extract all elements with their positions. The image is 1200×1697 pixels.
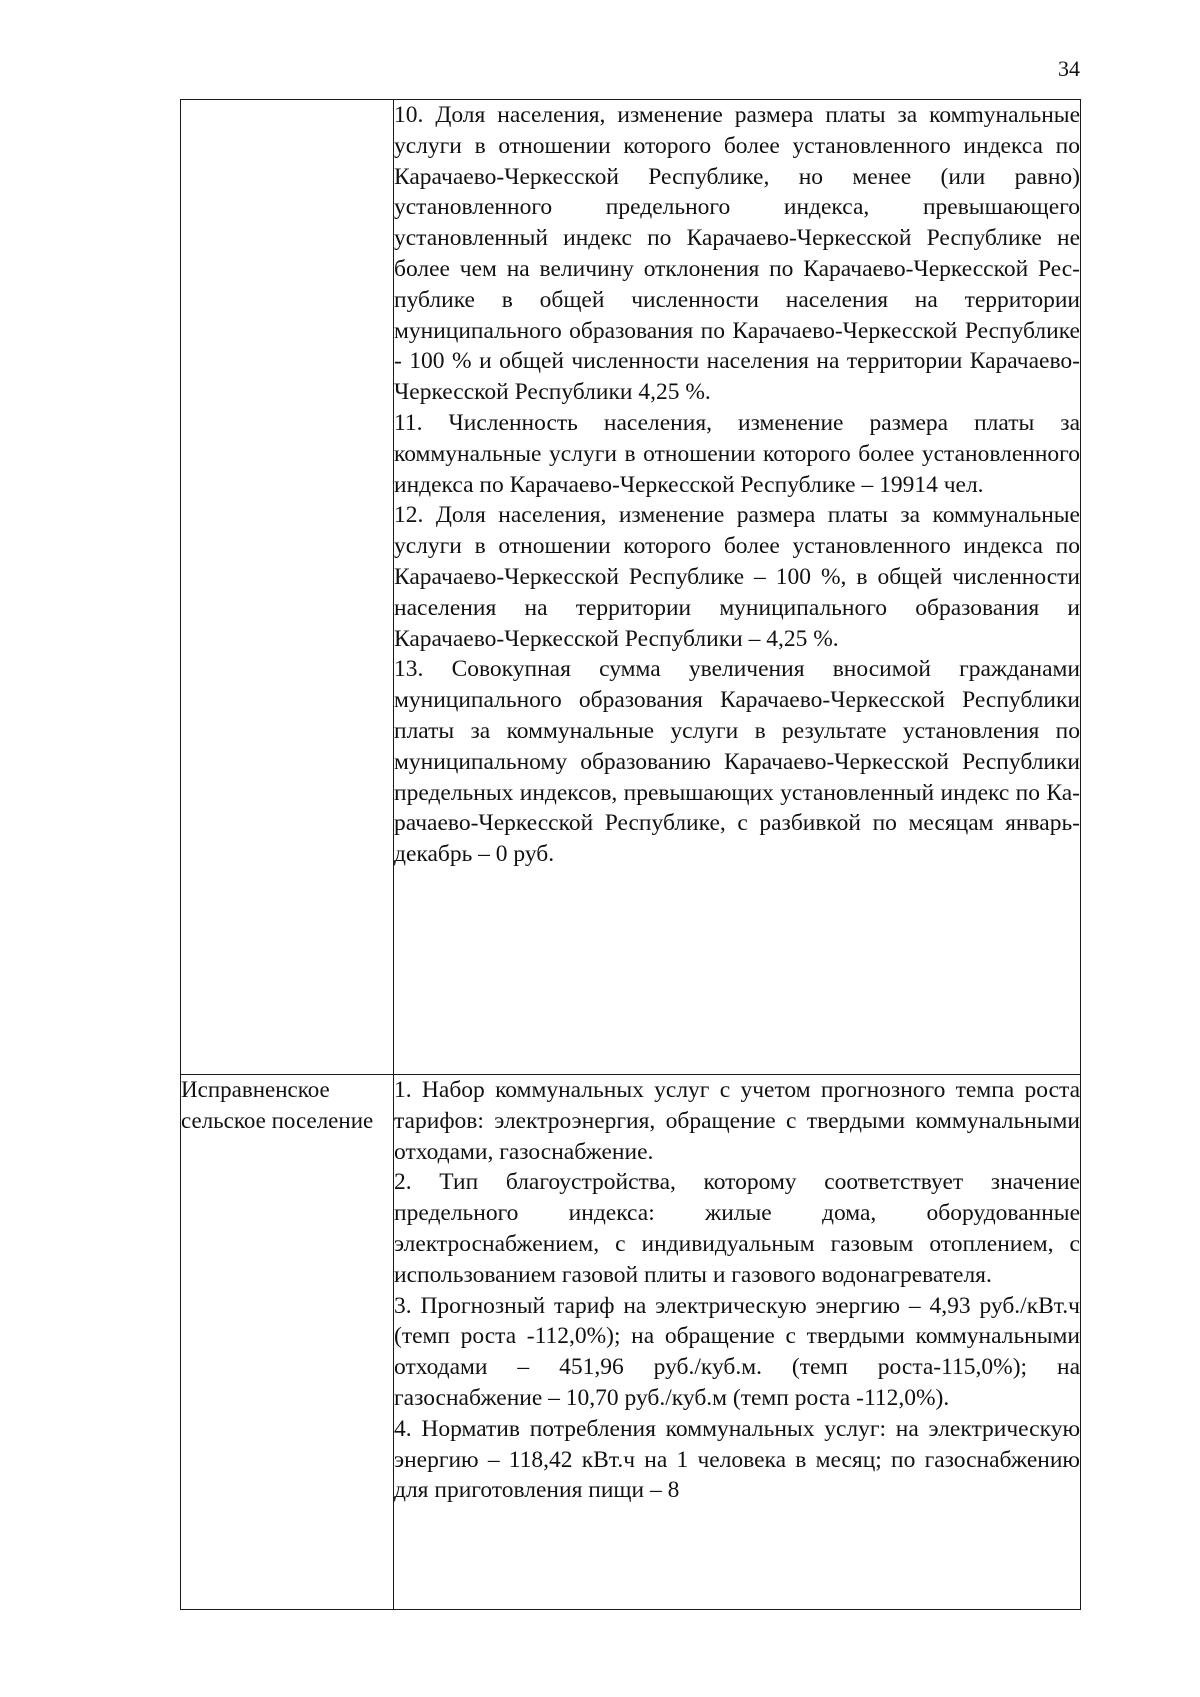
list-item: 10. Доля населения, изменение размера платы за комmунальные услуги в отношении которого более установленного индекса по Карачаево-Черкесской Республике, но менее (или равно) установленного предельного индекса, превышающего установленный индекс по Карачаево-Черкесской Республике не более чем на величину отклонения по Карачаево-Черкесской Республике в общей численности населения на территории муниципального образования по Карачаево-Черкесской Республике - 100 % и общей численности населения на территории Карачаево-Черкесской Республики 4,25 %. [394, 102, 1080, 406]
details-cell [394, 1075, 1081, 1610]
list-item: 12. Доля населения, изменение размера платы за коммунальные услуги в отношении которого более установленного индекса по Карачаево-Черкесской Республике – 100 %, в общей численности населения на территории муниципального образования и Карачаево-Черкесской Республики – 4,25 %. [394, 502, 1080, 652]
municipality-cell [181, 100, 394, 1075]
list-item: 4. Норматив потребления коммунальных услуг: на электрическую энергию – 118,42 кВт.ч на 1 человека в месяц; по газоснабжению для приготовления пищи – 8 [394, 1415, 1080, 1504]
table-row [181, 100, 1081, 1075]
list-item: 2. Тип благоустройства, которому соответствует значение предельного индекса: жилые дома, оборудованные электроснабжением, с индивидуальным газовым отоплением, с использованием газовой плиты и газового водонагревателя. [394, 1169, 1080, 1288]
page-number: 34 [1058, 56, 1080, 81]
municipality-name: Исправненское сельское поселение [181, 1077, 374, 1133]
list-item: 1. Набор коммунальных услуг с учетом прогнозного темпа роста тарифов: электроэнергия, обращение с твердыми коммунальными отходами, газоснабжение. [394, 1077, 1080, 1165]
indices-table [180, 99, 1081, 1610]
list-item: 13. Совокупная сумма увеличения вносимой гражданами муниципального образования Карачаево-Черкесской Республики платы за коммунальные услуги в результате установления по муниципальному образованию Карачаево-Черкесской Республики предельных индексов, превышающих установленный индекс по Карачаево-Черкесской Республике, с разбивкой по месяцам январь-декабрь – 0 руб. [394, 656, 1080, 868]
details-cell [394, 100, 1081, 1075]
list-item: 3. Прогнозный тариф на электрическую энергию – 4,93 руб./кВт.ч (темп роста -112,0%); на обращение с твердыми коммунальными отходами – 451,96 руб./куб.м. (темп роста-115,0%); на газоснабжение – 10,70 руб./куб.м (темп роста -112,0%). [394, 1292, 1080, 1411]
municipality-cell [181, 1075, 394, 1610]
table-row [181, 1075, 1081, 1610]
list-item: 11. Численность населения, изменение размера платы за коммунальные услуги в отношении которого более установленного индекса по Карачаево-Черкесской Республике – 19914 чел. [394, 409, 1080, 498]
